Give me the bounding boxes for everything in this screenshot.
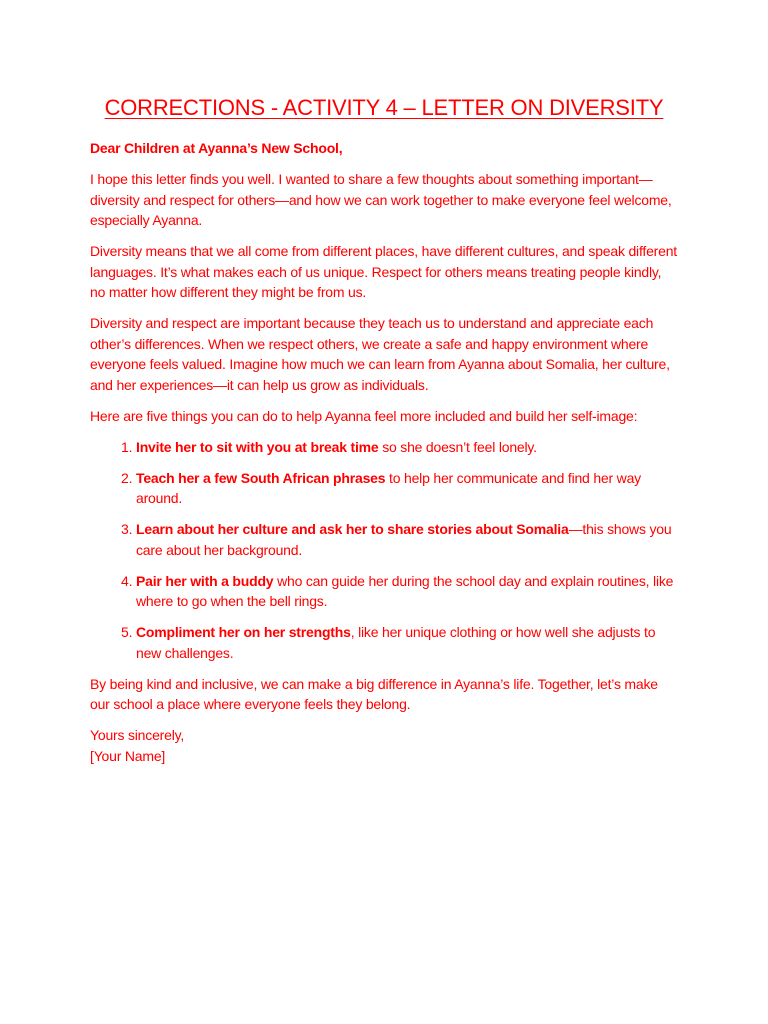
list-item [136, 622, 678, 663]
list-item-text: who can guide her during the school day and explain routines, like where to go when the bell rings. [136, 572, 674, 609]
list-item-bold: Invite her to sit with you at break time [136, 438, 379, 455]
ideas-list [90, 437, 678, 664]
letter-greeting: Dear Children at Ayanna’s New School, [90, 140, 343, 156]
list-item [136, 437, 678, 458]
list-item-bold: Teach her a few South African phrases [136, 469, 386, 486]
document-title: CORRECTIONS - ACTIVITY 4 – LETTER ON DIVERSITY [104, 95, 664, 120]
letter-body [90, 138, 678, 766]
list-item-text: —this shows you care about her background. [136, 521, 672, 558]
list-item [136, 519, 678, 560]
list-item-bold: Compliment her on her strengths [136, 624, 351, 640]
letter-paragraph: I hope this letter finds you well. I wanted to share a few thoughts about something important—diversity and respect for others—and how we can work together to make everyone feel welcome, especially Ayanna. [90, 171, 672, 228]
letter-paragraph: Diversity means that we all come from different places, have different cultures, and speak different languages. It’s what makes each of us unique. Respect for others means treating people kindly, no matter how different they might be from us. [90, 243, 677, 300]
signature-block [90, 725, 678, 766]
letter-paragraph: Diversity and respect are important because they teach us to understand and appreciate each other’s differences. When we respect others, we create a safe and happy environment where everyone feels valued. Imagine how much we can learn from Ayanna about Somalia, her culture, and her experiences—it can help us grow as individuals. [90, 315, 670, 393]
list-item-bold: Learn about her culture and ask her to share stories about Somalia [136, 521, 569, 537]
list-item [136, 468, 678, 509]
signature-name: [Your Name] [90, 747, 166, 764]
list-item [136, 571, 678, 612]
closing-paragraph: By being kind and inclusive, we can make a big difference in Ayanna’s life. Together, let’s make our school a place where everyone feels they belong. [90, 675, 658, 712]
list-item-text: , like her unique clothing or how well she adjusts to new challenges. [136, 624, 656, 661]
list-item-text: to help her communicate and find her way around. [136, 469, 641, 506]
letter-paragraph: Here are five things you can do to help Ayanna feel more included and build her self-image: [90, 407, 638, 424]
list-item-bold: Pair her with a buddy [136, 572, 274, 589]
list-item-text: so she doesn’t feel lonely. [378, 438, 537, 455]
sign-off: Yours sincerely, [90, 727, 185, 743]
